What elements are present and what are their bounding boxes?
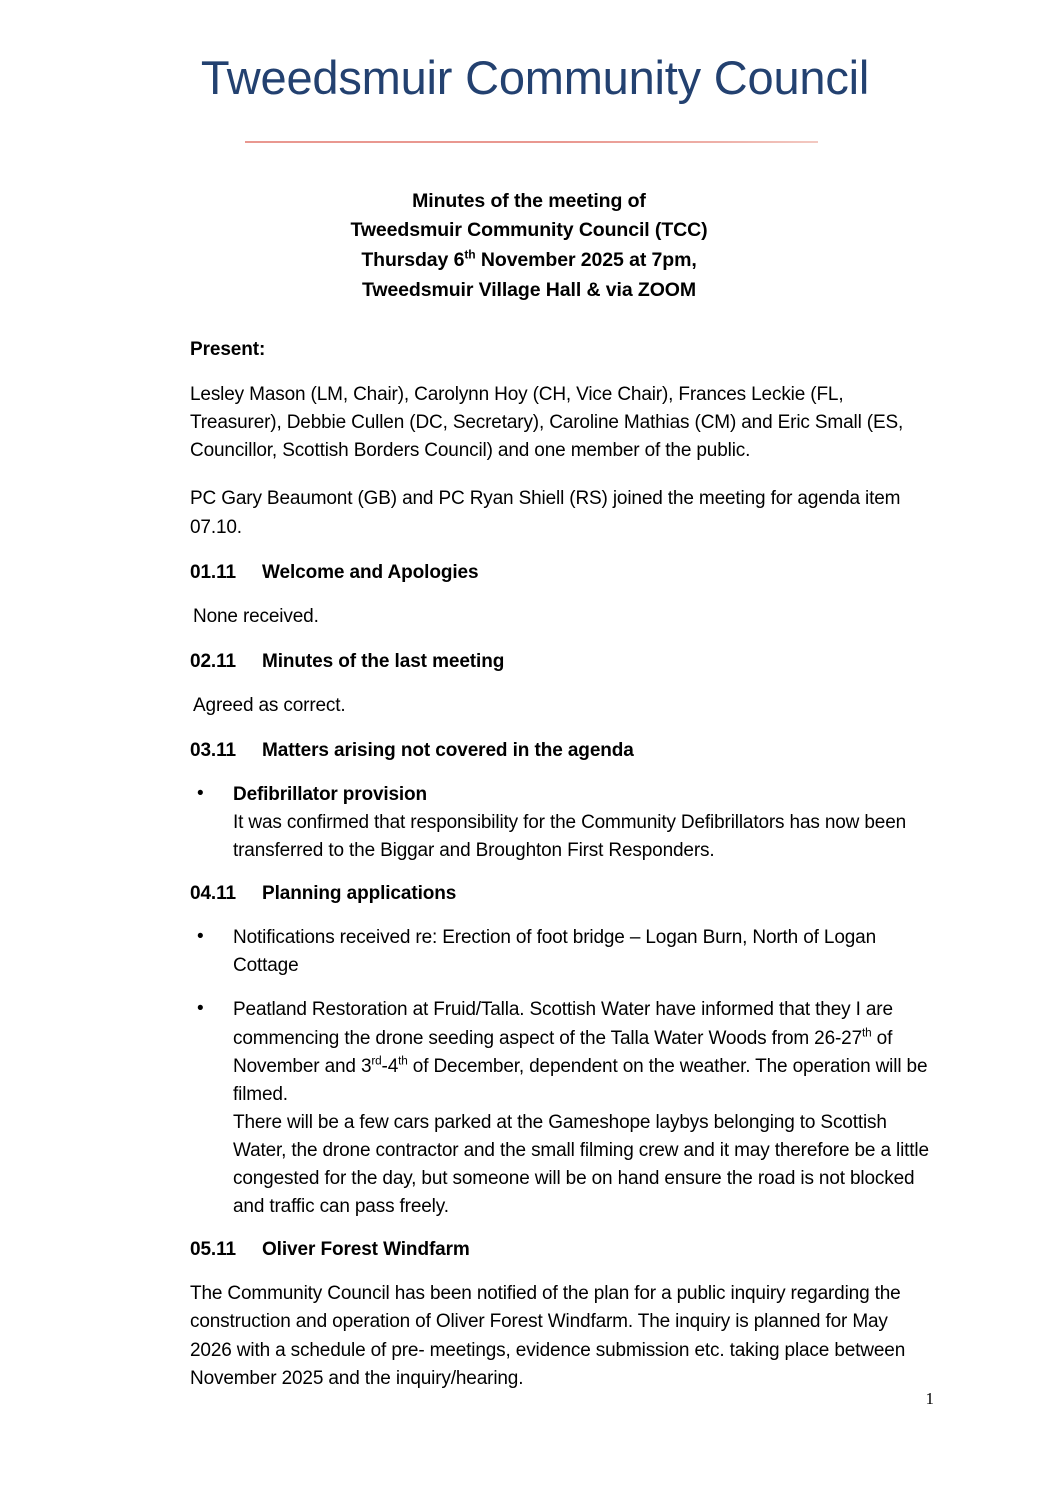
agenda-item-02-11-title: Minutes of the last meeting [262, 650, 505, 672]
defibrillator-bullet-title: • Defibrillator provision [233, 783, 427, 805]
agenda-item-02-11 [190, 651, 930, 673]
agenda-item-02-11-body: Agreed as correct. [193, 694, 346, 716]
document-body [0, 339, 1058, 1393]
agenda-item-03-11 [190, 740, 930, 762]
meeting-date-suffix: November 2025 at 7pm, [475, 248, 697, 271]
agenda-item-05-11-title: Oliver Forest Windfarm [262, 1239, 470, 1261]
present-officers: PC Gary Beaumont (GB) and PC Ryan Shiell (RS) joined the meeting for agenda item 07.10. [190, 488, 901, 538]
agenda-item-01-11 [190, 562, 930, 584]
meeting-date-ordinal: th [464, 247, 476, 262]
meeting-date-prefix: Thursday 6 [361, 248, 465, 271]
peatland-ordinal-27th: th [862, 1026, 872, 1040]
planning-bullet-foot-bridge: Notifications received re: Erection of foot bridge – Logan Burn, North of Logan Cottage [233, 927, 876, 977]
list-item [190, 996, 930, 1221]
meeting-heading-line-2: Tweedsmuir Community Council (TCC) [350, 219, 708, 242]
agenda-item-04-11-title: Planning applications [262, 883, 457, 905]
defibrillator-bullet-body: It was confirmed that responsibility for the Community Defibrillators has now been transferred to the Biggar and Broughton First Responders. [233, 812, 907, 862]
meeting-heading [0, 187, 1058, 306]
agenda-item-01-11-number: 01.11 [190, 561, 236, 583]
header-divider [245, 141, 818, 143]
header-divider-wrap [0, 141, 1058, 143]
peatland-bullet-paragraph-2: There will be a few cars parked at the Gameshope laybys belonging to Scottish Water, the drone contractor and the small filming crew and it may therefore be a little congested for the day, but someone will be on hand ensure the road is not blocked and traffic can pass freely. [233, 1111, 929, 1218]
meeting-heading-line-4: Tweedsmuir Village Hall & via ZOOM [362, 278, 696, 301]
agenda-item-03-11-bullets [190, 781, 930, 865]
peatland-text-part-4: of December, dependent on the weather. The operation will be filmed. [233, 1055, 928, 1105]
agenda-item-05-11-body: The Community Council has been notified of the plan for a public inquiry regarding the construction and operation of Oliver Forest Windfarm. The inquiry is planned for May 2026 with a schedule of pre- meetings, evidence submission etc. taking place between November 2025 and the inquiry/hearing. [190, 1283, 906, 1389]
present-attendees: Lesley Mason (LM, Chair), Carolynn Hoy (CH, Vice Chair), Frances Leckie (FL, Treasurer), Debbie Cullen (DC, Secretary), Caroline Mathias (CM) and Eric Small (ES, Councillor, Scottish Borders Council) and one member of the public. [190, 384, 904, 462]
agenda-item-01-11-title: Welcome and Apologies [262, 561, 479, 583]
list-item [190, 924, 930, 980]
page-number: 1 [925, 1389, 934, 1408]
meeting-heading-line-1: Minutes of the meeting of [412, 189, 646, 212]
agenda-item-05-11-number: 05.11 [190, 1239, 236, 1261]
agenda-item-04-11-bullets [190, 924, 930, 1221]
peatland-bullet-paragraph-1 [233, 996, 930, 1108]
peatland-text-part-3: -4 [381, 1055, 399, 1077]
peatland-text-part-2: of November and 3 [233, 1027, 893, 1077]
agenda-item-02-11-number: 02.11 [190, 650, 236, 672]
peatland-ordinal-4th: th [398, 1054, 408, 1068]
document-masthead [0, 0, 1058, 143]
present-label: Present: [190, 339, 266, 361]
peatland-ordinal-3rd: rd [371, 1054, 382, 1068]
agenda-item-05-11 [190, 1239, 930, 1261]
page-title: Tweedsmuir Community Council [200, 51, 870, 104]
peatland-text-part-1: Peatland Restoration at Fruid/Talla. Scottish Water have informed that they I are commencing the drone seeding aspect of the Talla Water Woods from 26-27 [233, 999, 893, 1049]
agenda-item-04-11-number: 04.11 [190, 883, 236, 905]
agenda-item-03-11-title: Matters arising not covered in the agenda [262, 739, 634, 761]
agenda-item-04-11 [190, 883, 930, 905]
list-item [190, 781, 930, 865]
agenda-item-03-11-number: 03.11 [190, 739, 236, 761]
agenda-item-01-11-body: None received. [193, 605, 319, 627]
meeting-heading-line-3 [0, 246, 1058, 276]
